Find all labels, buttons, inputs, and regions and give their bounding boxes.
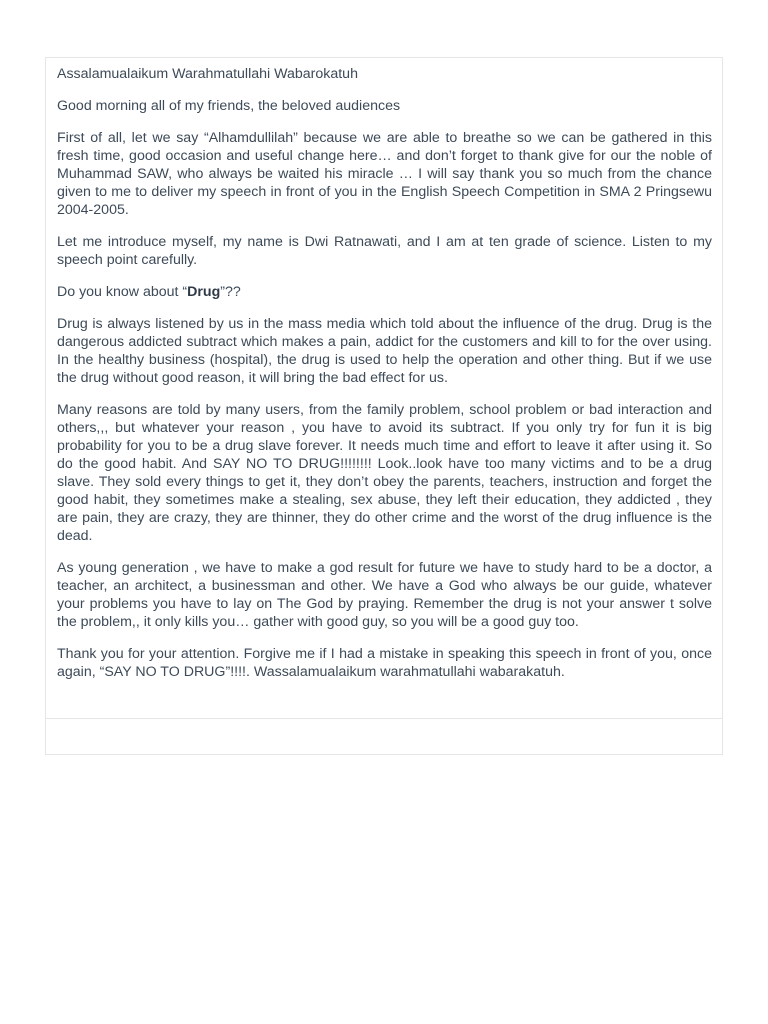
closing-paragraph: Thank you for your attention. Forgive me if I had a mistake in speaking this speech in front of you, once again, “SAY NO TO DRUG”!!!!. Wassalamualaikum warahmatullahi wabarakatuh. — [57, 646, 712, 680]
question-text-after: ”?? — [220, 284, 241, 300]
opening-paragraph: First of all, let we say “Alhamdullilah” because we are able to breathe so we can be gathered in this fresh time, good occasion and useful change here… and don’t forget to thank give for our the noble of Muhammad SAW, who always be waited his miracle … I will say thank you so much from the chance given to me to deliver my speech in front of you in the English Speech Competition in SMA 2 Pringsewu 2004-2005. — [57, 130, 712, 218]
question-bold-term: Drug — [187, 284, 221, 300]
greeting-paragraph: Assalamualaikum Warahmatullahi Wabarokatuh — [57, 66, 358, 82]
document-page — [45, 57, 723, 755]
drug-paragraph: Drug is always listened by us in the mass media which told about the influence of the drug. Drug is the dangerous addicted subtract which makes a pain, addict for the customers and kill to for the over using. In the healthy business (hospital), the drug is used to help the operation and other thing. But if we use the drug without good reason, it will bring the bad effect for us. — [57, 316, 712, 386]
intro-paragraph: Let me introduce myself, my name is Dwi Ratnawati, and I am at ten grade of science. Listen to my speech point carefully. — [57, 234, 712, 268]
morning-paragraph: Good morning all of my friends, the beloved audiences — [57, 98, 401, 114]
question-text-before: Do you know about “ — [57, 284, 188, 300]
reasons-paragraph: Many reasons are told by many users, from the family problem, school problem or bad interaction and others,,, but whatever your reason , you have to avoid its subtract. If you only try for fun it is big probability for you to be a drug slave forever. It needs much time and effort to leave it after using it. So do the good habit. And SAY NO TO DRUG!!!!!!!! Look..look have too many victims and to be a drug slave. They sold every things to get it, they don’t obey the parents, teachers, instruction and forget the good habit, they sometimes make a stealing, sex abuse, they left their education, they addicted , they are pain, they are crazy, they are thinner, they do other crime and the worst of the drug influence is the dead. — [57, 402, 712, 544]
footer-divider — [46, 718, 722, 719]
question-paragraph — [57, 283, 712, 301]
generation-paragraph: As young generation , we have to make a god result for future we have to study hard to be a doctor, a teacher, an architect, a businessman and other. We have a God who always be our guide, whatever your problems you have to lay on The God by praying. Remember the drug is not your answer t solve the problem,, it only kills you… gather with good guy, so you will be a good guy too. — [57, 560, 712, 630]
document-body — [57, 65, 712, 695]
